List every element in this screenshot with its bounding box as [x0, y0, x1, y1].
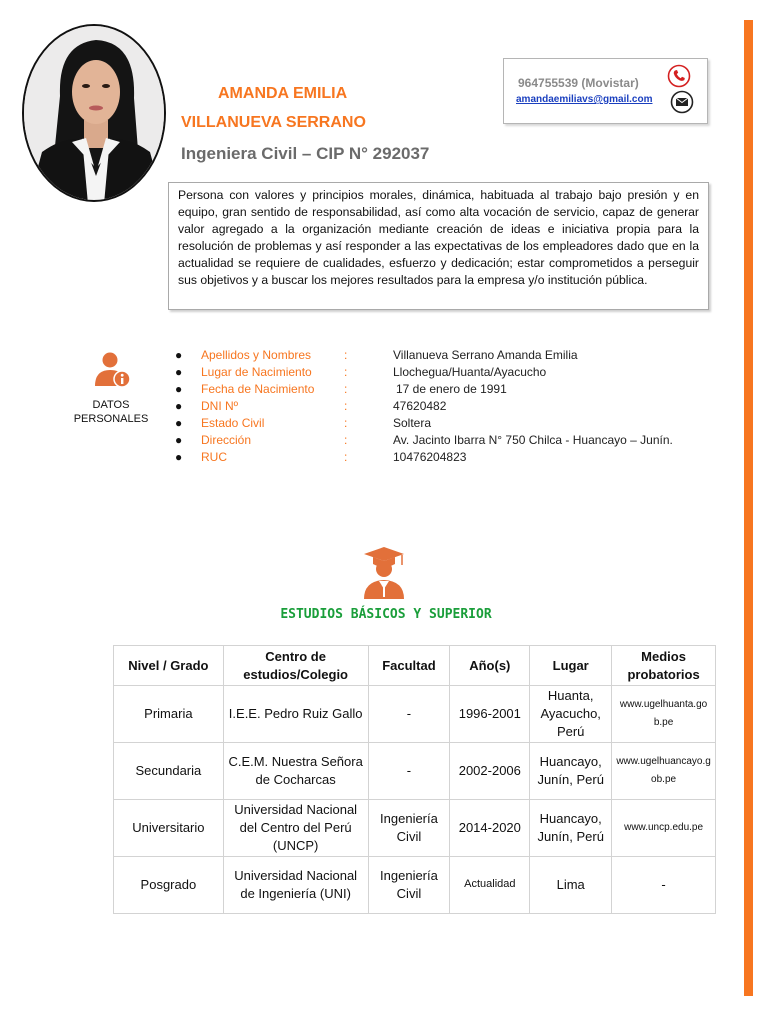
table-cell: Ingeniería Civil: [368, 857, 450, 914]
first-names: AMANDA EMILIA: [218, 85, 348, 102]
table-cell-link: www.ugelhuancayo.gob.pe: [612, 743, 716, 800]
table-cell: -: [368, 686, 450, 743]
table-cell: -: [612, 857, 716, 914]
table-cell: Actualidad: [450, 857, 530, 914]
education-table: [113, 645, 716, 914]
table-cell: Universidad Nacional de Ingeniería (UNI): [223, 857, 368, 914]
mail-icon: [670, 90, 694, 114]
contact-box: [503, 58, 708, 124]
table-row: [114, 857, 716, 914]
table-cell: Ingeniería Civil: [368, 800, 450, 857]
column-header: Medios probatorios: [612, 646, 716, 686]
education-section-title: ESTUDIOS BÁSICOS Y SUPERIOR: [280, 607, 492, 622]
table-cell: Lima: [530, 857, 612, 914]
table-cell: 1996-2001: [450, 686, 530, 743]
table-cell: 2014-2020: [450, 800, 530, 857]
column-header: Nivel / Grado: [114, 646, 224, 686]
person-info-icon: [93, 350, 133, 390]
column-header: Lugar: [530, 646, 612, 686]
orange-side-bar: [744, 20, 753, 996]
table-row: [114, 743, 716, 800]
table-cell: Huancayo, Junín, Perú: [530, 800, 612, 857]
table-cell-link: www.ugelhuanta.gob.pe: [612, 686, 716, 743]
last-names: VILLANUEVA SERRANO: [181, 114, 366, 131]
graduate-icon: [362, 545, 406, 599]
table-cell: Primaria: [114, 686, 224, 743]
table-cell: Huancayo, Junín, Perú: [530, 743, 612, 800]
column-header: Centro de estudios/Colegio: [223, 646, 368, 686]
table-cell: I.E.E. Pedro Ruiz Gallo: [223, 686, 368, 743]
table-cell: 2002-2006: [450, 743, 530, 800]
profession-title: Ingeniera Civil – CIP N° 292037: [181, 144, 430, 163]
table-row: [114, 800, 716, 857]
table-cell: C.E.M. Nuestra Señora de Cocharcas: [223, 743, 368, 800]
personal-data-label: DATOS PERSONALES: [73, 399, 149, 425]
table-cell: Secundaria: [114, 743, 224, 800]
table-cell: Posgrado: [114, 857, 224, 914]
column-header: Año(s): [450, 646, 530, 686]
table-cell-link: www.uncp.edu.pe: [612, 800, 716, 857]
table-cell: Huanta, Ayacucho, Perú: [530, 686, 612, 743]
column-header: Facultad: [368, 646, 450, 686]
table-header-row: [114, 646, 716, 686]
profile-summary: Persona con valores y principios morales, dinámica, habituada al trabajo bajo presión y en equipo, gran sentido de responsabilidad, así como alta vocación de servicio, capaz de generar valor agregado a la organización mediante creación de ideas e iniciativa propia para la resolución de problemas y así responder a las expectativas de los empleadores dado que en la actualidad se requiere de cualidades, esfuerzo y dedicación; estar comprometidos a perseguir sus objetivos y a buscar los mejores resultados para la empresa y/o institución pública.: [168, 182, 709, 310]
phone-number: 964755539 (Movistar): [518, 76, 639, 90]
table-row: [114, 686, 716, 743]
table-cell: -: [368, 743, 450, 800]
profile-photo: [22, 24, 166, 202]
table-cell: Universidad Nacional del Centro del Perú (UNCP): [223, 800, 368, 857]
table-cell: Universitario: [114, 800, 224, 857]
phone-icon: [667, 64, 691, 88]
email-link[interactable]: amandaemiliavs@gmail.com: [516, 94, 653, 105]
